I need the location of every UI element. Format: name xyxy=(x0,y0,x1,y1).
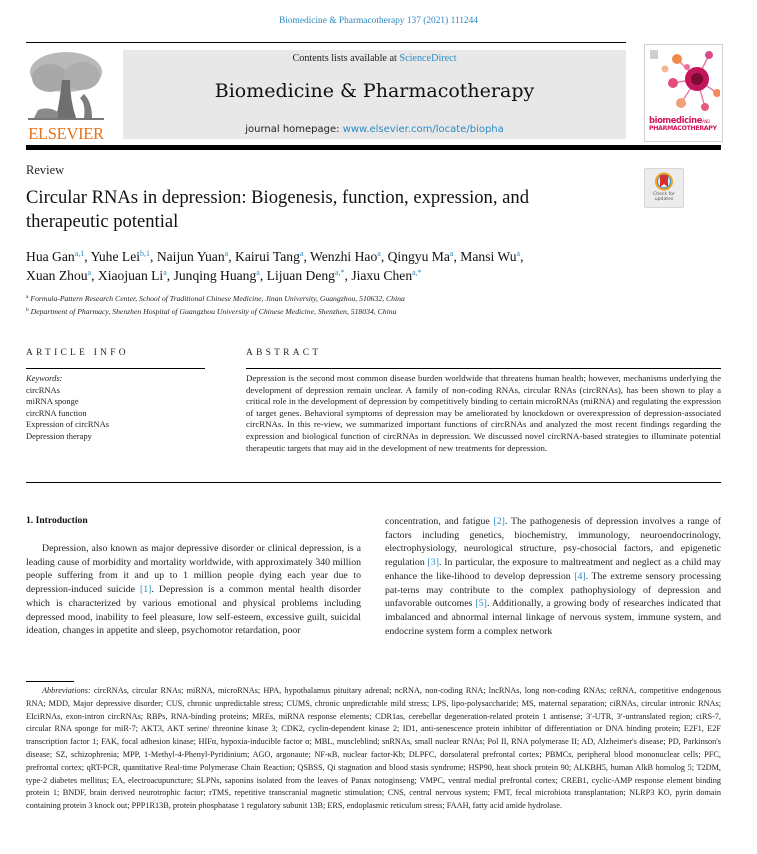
author[interactable]: Jiaxu Chen$^{a,*}$ xyxy=(351,268,422,283)
sciencedirect-link[interactable]: ScienceDirect xyxy=(399,53,457,64)
citation-link[interactable]: [5] xyxy=(475,598,487,610)
author[interactable]: Naijun Yuan$^a$ xyxy=(156,249,229,264)
elsevier-wordmark: ELSEVIER xyxy=(28,124,104,143)
author[interactable]: Kairui Tang$^a$ xyxy=(235,249,304,264)
journal-homepage-link[interactable]: www.elsevier.com/locate/biopha xyxy=(342,124,504,135)
keyword: circRNA function xyxy=(26,407,87,418)
body-left-column xyxy=(26,542,361,638)
citation-link[interactable]: [2] xyxy=(493,516,505,527)
homepage-prefix: journal homepage: xyxy=(245,124,343,135)
journal-reference-link[interactable]: Biomedicine & Pharmacotherapy 137 (2021) 111244 xyxy=(279,16,478,26)
author[interactable]: Xuan Zhou$^a$ xyxy=(26,268,92,283)
article-type-label: Review xyxy=(26,163,65,177)
introduction-heading: 1. Introduction xyxy=(26,515,88,526)
author-list: Hua Gan$^{a,1}$, Yuhe Lei$^{b,1}$, Naijun Yuan$^a$, Kairui Tang$^a$, Wenzhi Hao$^a$, Qingyu Ma$^a$, Mansi Wu$^a$, Xuan Zhou$^a$, Xiaojuan Li$^a$, Junqing Huang$^a$, Lijuan Deng$^{a,*}$, Jiaxu Chen$^{a,*}$ xyxy=(26,249,524,283)
elsevier-logo[interactable] xyxy=(26,48,106,143)
abbreviations-label: Abbreviations: xyxy=(42,686,91,695)
author[interactable]: Xiaojuan Li$^a$ xyxy=(97,268,167,283)
article-info-rule xyxy=(26,368,205,369)
keywords-label: Keywords: xyxy=(26,373,63,383)
affiliation: $^b$ Department of Pharmacy, Shenzhen Hospital of Guangzhou University of Chinese Medicine, Shenzhen, 518034, China xyxy=(26,306,397,316)
article-title: Circular RNAs in depression: Biogenesis, function, expression, and therapeutic potential xyxy=(26,187,529,232)
journal-banner xyxy=(123,50,626,139)
keyword: Depression therapy xyxy=(26,430,92,441)
citation-link[interactable]: [4] xyxy=(574,570,586,582)
header-bottom-rule xyxy=(26,145,721,150)
check-for-updates-button[interactable] xyxy=(644,168,684,208)
author[interactable]: Hua Gan$^{a,1}$ xyxy=(26,249,85,264)
abstract-text: Depression is the second most common disease burden worldwide that threatens human health; however, mechanisms underlying the development of depression remain unclear. A family of non-coding RNAs, circular RNAs (circRNAs), has been shown to play a critical role in the development of depression by competitively binding to certain microRNAs (miRNA) and regulating the expression of target genes. Behavioral symptoms of depression may be ameliorated by knockdown or overexpression of depression-associated circRNAs. In this re-view, we summarized important functions of circRNAs and analyzed the most recent findings regarding the expression and biological function of circRNAs in depression. We discussed novel circRNA-based strategies to illuminate potential therapeutic targets that may aid in the development of new treatments for depression. xyxy=(246,373,721,453)
check-updates-label: Check for updates xyxy=(653,192,675,202)
abstract-heading: ABSTRACT xyxy=(246,348,322,358)
cover-title-line1: biomedicineAND xyxy=(649,115,710,125)
keywords-list xyxy=(26,373,206,443)
abbreviations-footnote xyxy=(26,685,721,813)
keyword: miRNA sponge xyxy=(26,396,79,407)
abstract-bottom-rule xyxy=(26,482,721,483)
author[interactable]: Mansi Wu$^a$ xyxy=(460,249,521,264)
affiliations xyxy=(26,293,726,318)
contents-prefix: Contents lists available at xyxy=(292,53,400,64)
footnote-rule xyxy=(26,681,74,682)
citation-link[interactable]: [3] xyxy=(427,557,439,569)
cover-title-line2: PHARMACOTHERAPY xyxy=(649,125,717,132)
affiliation: $^a$ Formula-Pattern Research Center, School of Traditional Chinese Medicine, Jinan University, Guangzhou, 510632, China xyxy=(26,294,405,303)
elsevier-tree-icon xyxy=(28,50,104,122)
author[interactable]: Junqing Huang$^a$ xyxy=(173,268,260,283)
author[interactable]: Yuhe Lei$^{b,1}$ xyxy=(90,249,151,264)
author[interactable]: Wenzhi Hao$^a$ xyxy=(310,249,381,264)
keyword: Expression of circRNAs xyxy=(26,419,110,430)
intro-paragraph: Depression, also known as major depressive disorder or clinical depression, is a leading cause of morbidity and mortality worldwide, with approximately 340 million people suffering from it and up to 1 million people dying each year due to depression-induced suicide [1]. Depression is a common mental health disorder which is characterized by various emotional and physical problems including depressed mood, inability to feel pleasure, low self-esteem, excessive guilt, suicidal ideation, changes in appetite and sleep, psychomotor retardation, poor xyxy=(26,543,361,637)
homepage-line xyxy=(123,124,626,135)
abbreviations-text: circRNAs, circular RNAs; miRNA, microRNAs; HPA, hypothalamus pituitary adrenal; ncRNA, non-coding RNA; lncRNAs, long non-coding RNAs; ceRNA, competitive endogenous RNA; MDD, Major depressive disorder; CUS, chronic unpredictable stress; CUMS, chronic unpredictable mild stress; LPS, lipo-polysaccharide; MS, maternal separation; ciRNAs, circular intronic RNAs; EIciRNAs, exon-intron circRNAs; RBPs, RNA-binding proteins; MREs, miRNA response elements; CDR1as, cerebellar degeneration-related protein 1 antisense; 3′-UTR, 3′-untranslated region; ciRS-7, circular RNA sponge for miR-7; AKT3, AKT serine/ threonine kinase 3; CDK2, cyclin-dependent kinase 2; ID1, anti-senescence protein inhibitor of differentiation or DNA binding protein; E2F1, E2F transcription factor 1; FAK, focal adhesion kinase; HIFα, hypoxia-inducible factor α; MBL, muscleblind; snRNAs, small nuclear RNAs; Pol II, RNA polymerase II; AD, Alzheimer's disease; PD, Parkinson's disease; SZ, schizophrenia; MPP, 1-Methyl-4-Phenyl-Pyridinium; AGO, argonaute; NF-κB, nuclear factor-Kb; DLPFC, dorsolateral prefrontal cortex; PBMCs, peripheral blood mononuclear cells; PFC, prefrontal cortex; qRT-PCR, quantitative Real-time Polymerase Chain Reaction; QSBSS, Qi stagnation and blood stasis syndrome; HSP90, heat shock protein 90; ALKBH5, human AlkB homolog 5; T2DM, type-2 diabetes mellitus; EA, electroacupuncture; SLPNs, saponins isolated from the leaves of Panax notoginseng; VMPC, ventral medial prefrontal cortex; CREB1, cyclic-AMP response element binding protein 1; BNDF, brain derived neurotrophic factor; rTMS, repetitive transcranial magnetic stimulation; CNS, central nervous system; FMT, fecal microbiota transplantation; NLRP3 KO, pyrin domain containing protein 3 knock out; PPP1R13B, protein phosphatase 1 regulatory subunit 13B; ERS, endoplasmic reticulum stress; FAAH, fatty acid amide hydrolase. xyxy=(26,686,721,811)
intro-paragraph-continued: concentration, and fatigue [2]. The pathogenesis of depression involves a range of factors including genetics, biochemistry, immunology, neuroendocrinology, electrophysiology, neurological structure, psy-chosocial factors, and epigenetic regulation [3]. In particular, the exposure to maltreatment and neglect as a child may enhance the like-lihood to develop depression [4]. The extreme sensory processing pat-terns may contribute to the complex pathophysiology of depression and unfavorable outcomes [5]. Additionally, a growing body of researches indicated that imbalanced and abnormal internal linkage of nervous system, immune system, and endocrine system form a complex network xyxy=(385,516,722,637)
keyword: circRNAs xyxy=(26,384,60,395)
body-right-column xyxy=(385,515,721,638)
citation-link[interactable]: [1] xyxy=(139,584,152,596)
abstract-rule xyxy=(246,368,721,369)
contents-line xyxy=(123,53,626,64)
check-updates-bookmark-icon xyxy=(655,172,673,192)
header-top-rule xyxy=(26,42,626,43)
journal-cover-image[interactable] xyxy=(644,44,723,142)
journal-title: Biomedicine & Pharmacotherapy xyxy=(214,80,535,102)
author[interactable]: Lijuan Deng$^{a,*}$ xyxy=(266,268,345,283)
author[interactable]: Qingyu Ma$^a$ xyxy=(387,249,454,264)
cover-molecule-art-icon xyxy=(647,47,720,115)
article-info-heading: ARTICLE INFO xyxy=(26,348,129,358)
